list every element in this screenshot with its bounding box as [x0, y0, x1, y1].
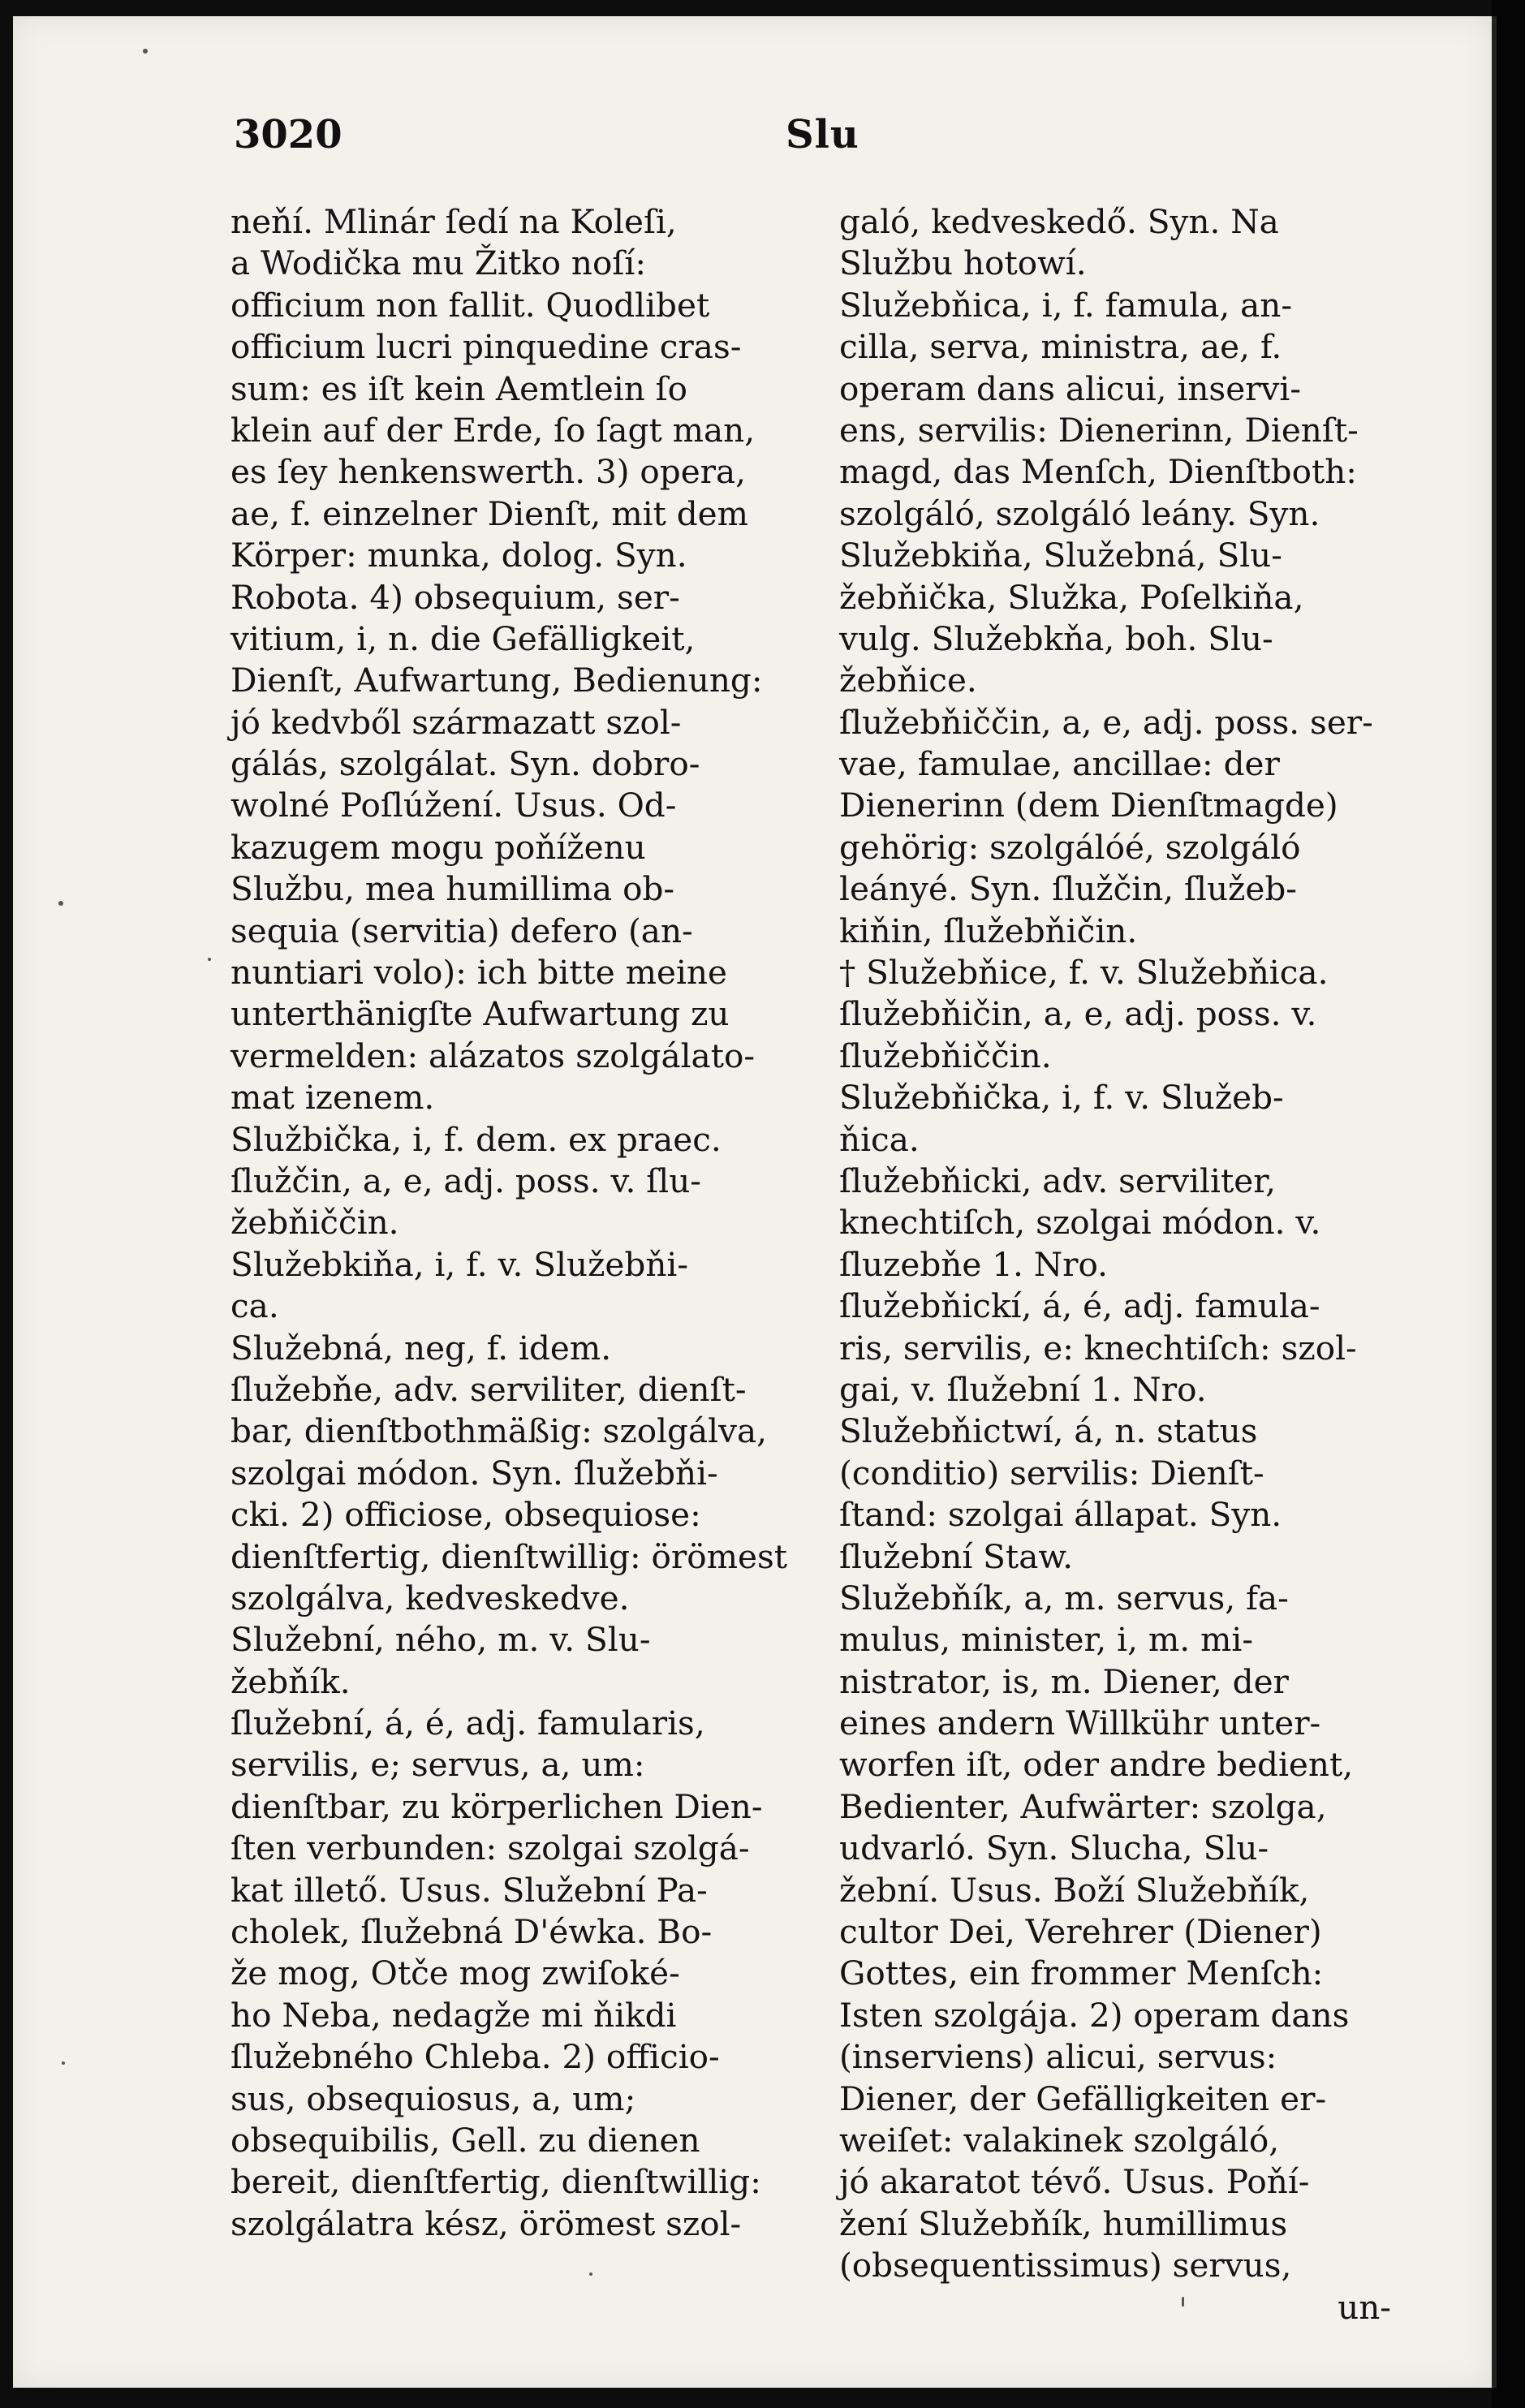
entry-line: Služebná, neg, f. idem.: [230, 1328, 612, 1368]
text-line: a Wodička mu Žitko noſí:: [230, 243, 646, 283]
text-line: ens, servilis: Dienerinn, Dienſt-: [839, 410, 1359, 450]
text-line: obsequibilis, Gell. zu dienen: [230, 2120, 700, 2160]
text-line: Službu hotowí.: [839, 243, 1087, 283]
text-line: ſten verbunden: szolgai szolgá-: [230, 1829, 750, 1868]
paper-speck: [208, 958, 211, 961]
text-line: ris, servilis, e: knechtiſch: szol-: [839, 1328, 1357, 1368]
text-line: officium non fallit. Quodlibet: [230, 285, 710, 325]
text-line: (obsequentissimus) servus,: [839, 2246, 1292, 2285]
text-line: cholek, ſlužebná D'éwka. Bo-: [230, 1912, 713, 1952]
text-line: gai, v. ſlužební 1. Nro.: [839, 1369, 1207, 1409]
text-line: žebňička, Služka, Poſelkiňa,: [839, 577, 1304, 617]
text-line: eines andern Willkühr unter-: [839, 1704, 1321, 1743]
text-line: szolgálva, kedveskedve.: [230, 1578, 630, 1618]
text-line: ſluzebňe 1. Nro.: [839, 1244, 1109, 1284]
entry-line: Služebňík, a, m. servus, fa-: [839, 1578, 1289, 1618]
text-line: kazugem mogu poňíženu: [230, 827, 646, 867]
entry-line: Služebňička, i, f. v. Služeb-: [839, 1078, 1284, 1118]
text-line: sus, obsequiosus, a, um;: [230, 2078, 636, 2118]
text-line: es ſey henkenswerth. 3) opera,: [230, 452, 747, 492]
text-line: szolgálatra kész, örömest szol-: [230, 2203, 742, 2243]
book-spine-edge: [1492, 0, 1525, 2408]
entry-line: ſlužebňe, adv. serviliter, dienſt-: [230, 1369, 747, 1409]
entry-line: ſlužebňickí, á, é, adj. famula-: [839, 1286, 1320, 1326]
text-line: wolné Poſlúžení. Usus. Od-: [230, 786, 677, 825]
text-line: žení Služebňík, humillimus: [839, 2203, 1288, 2243]
text-line: ňica.: [839, 1119, 920, 1159]
text-line: jó akaratot tévő. Usus. Poňí-: [839, 2162, 1310, 2202]
text-line: dienſtbar, zu körperlichen Dien-: [230, 1786, 763, 1826]
entry-line: Služebňictwí, á, n. status: [839, 1411, 1258, 1451]
text-line: dienſtfertig, dienſtwillig: örömest: [230, 1536, 788, 1576]
text-line: leányé. Syn. ſlužčin, ſlužeb-: [839, 869, 1297, 909]
text-line: gehörig: szolgálóé, szolgáló: [839, 827, 1301, 867]
text-line: Diener, der Gefälligkeiten er-: [839, 2078, 1327, 2118]
text-line: jó kedvből származatt szol-: [230, 702, 682, 742]
text-line: neňí. Mlinár ſedí na Koleſi,: [230, 202, 677, 241]
paper-speck: [589, 2272, 592, 2276]
text-line: Dienſt, Aufwartung, Bedienung:: [230, 661, 763, 700]
text-line: cultor Dei, Verehrer (Diener): [839, 1912, 1322, 1952]
text-line: szolgai módon. Syn. ſlužebňi-: [230, 1453, 718, 1493]
text-line: vulg. Služebkňa, boh. Slu-: [839, 618, 1273, 658]
text-line: szolgáló, szolgáló leány. Syn.: [839, 493, 1320, 533]
text-line: servilis, e; servus, a, um:: [230, 1745, 645, 1785]
text-line: klein auf der Erde, ſo ſagt man,: [230, 410, 756, 450]
text-line: žebňiččin.: [230, 1203, 399, 1243]
entry-line: Služebňica, i, f. famula, an-: [839, 285, 1293, 325]
text-line: že mog, Otče mog zwiſoké-: [230, 1954, 680, 1993]
text-line: kiňin, ſlužebňičin.: [839, 911, 1138, 950]
text-line: ſlužební Staw.: [839, 1536, 1074, 1576]
text-line: nistrator, is, m. Diener, der: [839, 1661, 1289, 1701]
left-column: [230, 201, 815, 2245]
text-line: žebňík.: [230, 1661, 351, 1701]
text-line: žební. Usus. Boží Služebňík,: [839, 1870, 1310, 1910]
text-line: ca.: [230, 1286, 279, 1326]
text-line: Gottes, ein frommer Menſch:: [839, 1954, 1324, 1993]
text-line: worfen iſt, oder andre bedient,: [839, 1745, 1354, 1785]
text-line: vitium, i, n. die Gefälligkeit,: [230, 618, 696, 658]
text-line: cilla, serva, ministra, ae, f.: [839, 327, 1282, 367]
text-line: Robota. 4) obsequium, ser-: [230, 577, 680, 617]
paper-speck: [62, 2061, 65, 2065]
text-line: mat izenem.: [230, 1078, 435, 1118]
dictionary-page: [13, 16, 1497, 2388]
head-word: Slu: [786, 112, 859, 157]
text-line: ho Neba, nedagže mi ňikdi: [230, 1995, 677, 2035]
text-line: (inserviens) alicui, servus:: [839, 2037, 1277, 2077]
text-line: ſtand: szolgai állapat. Syn.: [839, 1495, 1282, 1535]
text-line: Dienerinn (dem Dienſtmagde): [839, 786, 1338, 825]
text-line: ae, f. einzelner Dienſt, mit dem: [230, 493, 748, 533]
text-line: vae, famulae, ancillae: der: [839, 744, 1280, 784]
text-line: mulus, minister, i, m. mi-: [839, 1620, 1254, 1660]
entry-line: Služební, ného, m. v. Slu-: [230, 1620, 651, 1660]
text-line: ſlužebňiččin.: [839, 1036, 1052, 1075]
text-line: bereit, dienſtfertig, dienſtwillig:: [230, 2162, 761, 2202]
catchword: un-: [1338, 2287, 1391, 2327]
text-line: Körper: munka, dolog. Syn.: [230, 536, 687, 575]
text-line: bar, dienſtbothmäßig: szolgálva,: [230, 1411, 767, 1451]
text-line: sequia (servitia) defero (an-: [230, 911, 693, 950]
text-line: Službu, mea humillima ob-: [230, 869, 675, 909]
entry-line: † Služebňice, f. v. Služebňica.: [839, 953, 1329, 993]
text-line: gálás, szolgálat. Syn. dobro-: [230, 744, 700, 784]
text-line: kat illető. Usus. Služební Pa-: [230, 1870, 708, 1910]
right-column: [839, 201, 1424, 2328]
text-line: sum: es iſt kein Aemtlein ſo: [230, 368, 688, 408]
page-number: 3020: [234, 112, 342, 157]
text-line: Isten szolgája. 2) operam dans: [839, 1995, 1350, 2035]
entry-line: ſlužčin, a, e, adj. poss. v. ſlu-: [230, 1161, 701, 1200]
text-line: ſlužebného Chleba. 2) officio-: [230, 2037, 720, 2077]
entry-line: ſlužebňičin, a, e, adj. poss. v.: [839, 994, 1317, 1034]
running-head: [13, 112, 1492, 161]
text-line: weiſet: valakinek szolgáló,: [839, 2120, 1280, 2160]
text-line: nuntiari volo): ich bitte meine: [230, 953, 727, 993]
entry-line: ſlužebňiččin, a, e, adj. poss. ser-: [839, 702, 1373, 742]
text-line: udvarló. Syn. Slucha, Slu-: [839, 1829, 1269, 1868]
text-line: unterthänigſte Aufwartung zu: [230, 994, 730, 1034]
text-line: knechtiſch, szolgai módon. v.: [839, 1203, 1321, 1243]
text-line: officium lucri pinquedine cras-: [230, 327, 742, 367]
entry-line: Služebkiňa, i, f. v. Služebňi-: [230, 1244, 689, 1284]
paper-speck: [58, 901, 63, 906]
entry-line: ſlužební, á, é, adj. famularis,: [230, 1704, 705, 1743]
paper-speck: [1182, 2297, 1184, 2307]
text-line: magd, das Menſch, Dienſtboth:: [839, 452, 1357, 492]
paper-speck: [143, 49, 148, 54]
text-line: žebňice.: [839, 661, 977, 700]
text-line: vermelden: alázatos szolgálato-: [230, 1036, 756, 1075]
text-line: cki. 2) officiose, obsequiose:: [230, 1495, 701, 1535]
text-line: Bedienter, Aufwärter: szolga,: [839, 1786, 1327, 1826]
text-line: (conditio) servilis: Dienſt-: [839, 1453, 1264, 1493]
entry-line: Službička, i, f. dem. ex praec.: [230, 1119, 722, 1159]
text-line: Služebkiňa, Služebná, Slu-: [839, 536, 1282, 575]
entry-line: ſlužebňicki, adv. serviliter,: [839, 1161, 1276, 1200]
text-line: operam dans alicui, inservi-: [839, 368, 1302, 408]
text-line: galó, kedveskedő. Syn. Na: [839, 202, 1279, 241]
